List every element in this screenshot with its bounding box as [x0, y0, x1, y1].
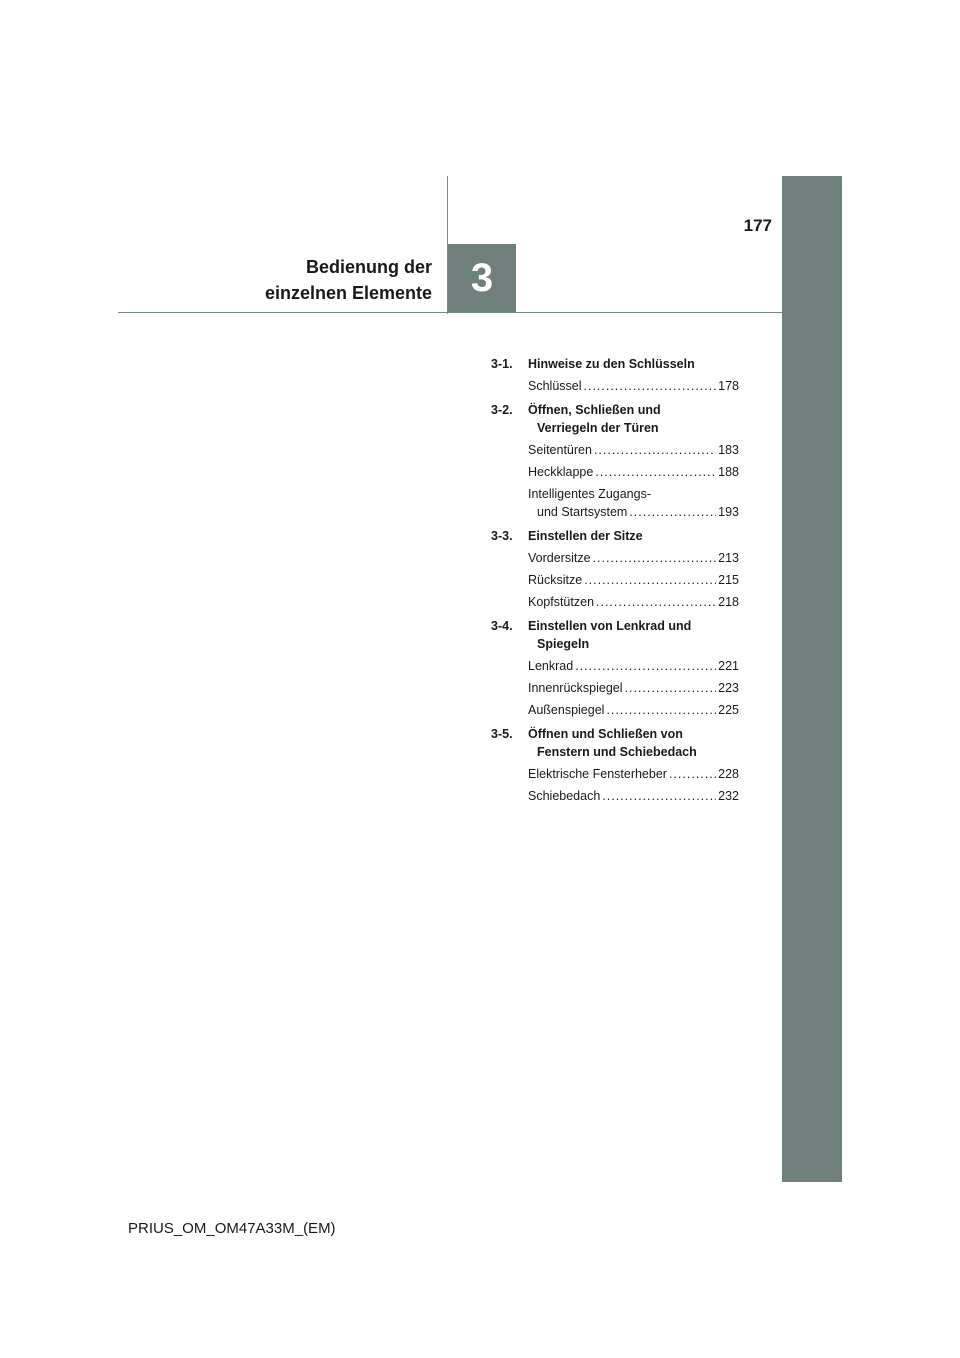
toc-entry-page: 188 — [718, 465, 739, 479]
toc-entry-line — [528, 549, 739, 567]
toc-entry[interactable] — [528, 701, 739, 719]
toc-dot-leader — [669, 765, 716, 783]
toc-entry-page: 183 — [718, 443, 739, 457]
toc-entry-line — [528, 503, 739, 521]
chapter-number: 3 — [470, 255, 494, 300]
toc-entry-label: Kopfstützen — [528, 595, 595, 609]
toc-section-number: 3-3. — [491, 529, 513, 543]
page-number: 177 — [743, 216, 772, 235]
toc-entry-label: und Startsystem — [537, 505, 628, 519]
toc-section-title-line: Spiegeln — [537, 637, 590, 651]
toc-entry-page: 225 — [718, 703, 739, 717]
toc-section-title-line: Hinweise zu den Schlüsseln — [528, 357, 695, 371]
toc-section-number: 3-2. — [491, 403, 513, 417]
toc-entry-line — [528, 765, 739, 783]
toc-entry-label: Außenspiegel — [528, 703, 605, 717]
toc-dot-leader — [625, 679, 717, 697]
chapter-title-line: einzelnen Elemente — [264, 283, 432, 303]
toc-section-heading[interactable] — [491, 725, 739, 761]
toc-entry-line — [528, 679, 739, 697]
toc-entry[interactable] — [528, 463, 739, 481]
toc-dot-leader — [584, 571, 716, 589]
toc-entry-line — [528, 787, 739, 805]
chapter-thumb-tab — [782, 176, 842, 1182]
table-of-contents — [491, 355, 739, 811]
toc-entry-page: 193 — [718, 505, 739, 519]
toc-entry-page: 228 — [718, 767, 739, 781]
toc-entry-label: Elektrische Fensterheber — [528, 767, 667, 781]
toc-section-title-line: Öffnen, Schließen und — [528, 403, 661, 417]
toc-entry-page: 215 — [718, 573, 739, 587]
toc-entry-label: Schiebedach — [528, 789, 601, 803]
chapter-number-box — [448, 244, 516, 312]
toc-entry-line — [528, 441, 739, 459]
toc-dot-leader — [629, 503, 716, 521]
toc-section — [491, 527, 739, 611]
toc-entry[interactable] — [528, 679, 739, 697]
toc-section-title — [528, 725, 739, 761]
document-code: PRIUS_OM_OM47A33M_(EM) — [128, 1220, 336, 1237]
toc-section-heading[interactable] — [491, 401, 739, 437]
toc-entry-label: Intelligentes Zugangs- — [528, 487, 651, 501]
toc-dot-leader — [575, 657, 716, 675]
toc-entry[interactable] — [528, 787, 739, 805]
toc-dot-leader — [595, 463, 716, 481]
toc-entry-line — [528, 571, 739, 589]
toc-section — [491, 725, 739, 805]
toc-section-number: 3-5. — [491, 727, 513, 741]
toc-dot-leader — [584, 377, 717, 395]
toc-section-title — [528, 527, 739, 545]
toc-entry-label: Vordersitze — [528, 551, 591, 565]
toc-entry-label: Innenrückspiegel — [528, 681, 623, 695]
toc-entry-label: Lenkrad — [528, 659, 574, 673]
chapter-title-line: Bedienung der — [305, 257, 432, 277]
toc-entry-line — [528, 377, 739, 395]
toc-entry[interactable] — [528, 571, 739, 589]
toc-section-title-line: Einstellen von Lenkrad und — [528, 619, 692, 633]
toc-entry-label: Heckklappe — [528, 465, 594, 479]
toc-section — [491, 401, 739, 521]
toc-entry-line — [528, 657, 739, 675]
toc-entry-line — [528, 463, 739, 481]
toc-section-title — [528, 355, 739, 373]
toc-entry-line — [528, 485, 739, 503]
toc-section-heading[interactable] — [491, 617, 739, 653]
chapter-title — [200, 254, 432, 306]
toc-entry[interactable] — [528, 377, 739, 395]
toc-entry-page: 232 — [718, 789, 739, 803]
toc-section-number: 3-1. — [491, 357, 513, 371]
toc-entry[interactable] — [528, 765, 739, 783]
toc-section-number: 3-4. — [491, 619, 513, 633]
toc-entry-page: 218 — [718, 595, 739, 609]
toc-entry[interactable] — [528, 657, 739, 675]
toc-dot-leader — [602, 787, 716, 805]
toc-section — [491, 617, 739, 719]
toc-entry-line — [528, 701, 739, 719]
toc-section-heading[interactable] — [491, 527, 739, 545]
toc-dot-leader — [594, 441, 716, 459]
toc-section-title-line: Verriegeln der Türen — [537, 421, 659, 435]
toc-section-title — [528, 401, 739, 437]
toc-section-title — [528, 617, 739, 653]
toc-entry[interactable] — [528, 593, 739, 611]
toc-section — [491, 355, 739, 395]
toc-section-heading[interactable] — [491, 355, 739, 373]
toc-entry[interactable] — [528, 441, 739, 459]
toc-dot-leader — [593, 549, 717, 567]
toc-entry-page: 221 — [718, 659, 739, 673]
toc-entry-page: 213 — [718, 551, 739, 565]
toc-dot-leader — [596, 593, 716, 611]
toc-section-title-line: Öffnen und Schließen von — [528, 727, 683, 741]
toc-section-title-line: Einstellen der Sitze — [528, 529, 643, 543]
toc-entry-label: Rücksitze — [528, 573, 583, 587]
toc-entry[interactable] — [528, 549, 739, 567]
toc-entry-label: Seitentüren — [528, 443, 592, 457]
toc-dot-leader — [606, 701, 716, 719]
toc-section-title-line: Fenstern und Schiebedach — [537, 745, 697, 759]
toc-entry-label: Schlüssel — [528, 379, 582, 393]
toc-entry[interactable] — [528, 485, 739, 521]
toc-entry-page: 223 — [718, 681, 739, 695]
toc-entry-line — [528, 593, 739, 611]
toc-entry-page: 178 — [718, 379, 739, 393]
header-horizontal-rule — [118, 312, 782, 313]
